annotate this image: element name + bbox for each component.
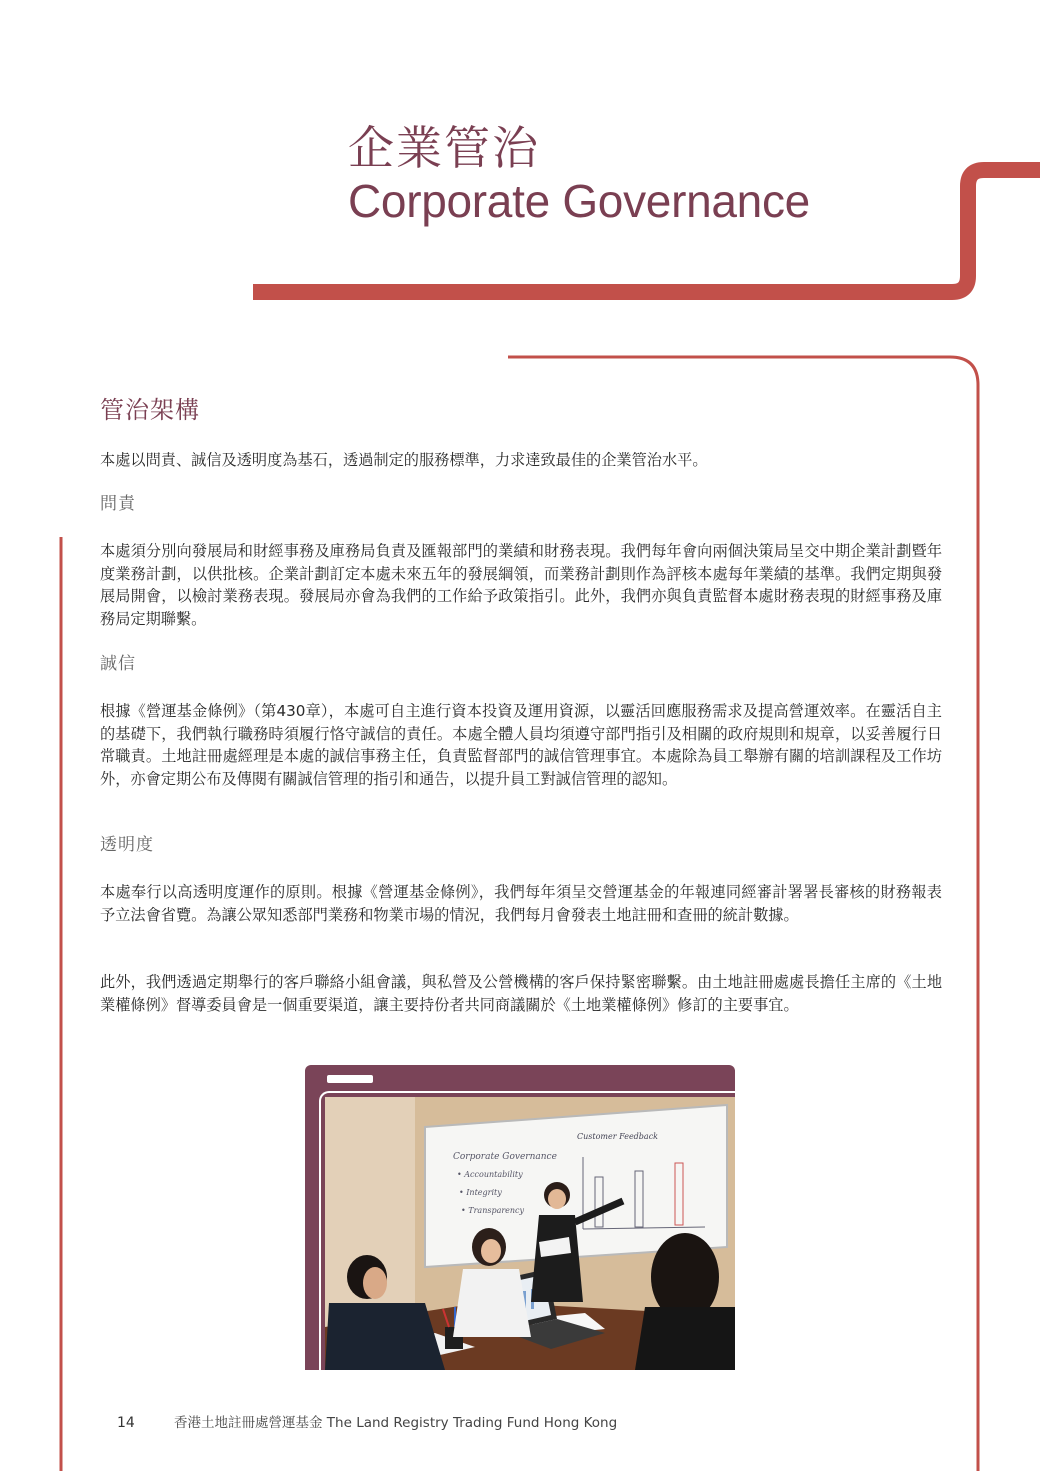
accountability-paragraph: 本處須分別向發展局和財經事務及庫務局負責及匯報部門的業績和財務表現。我們每年會向兩個決策局呈交中期企業計劃暨年度業務計劃，以供批核。企業計劃訂定本處未來五年的發展綱領，而業務計劃則作為評核本處每年業績的基準。我們定期與發展局開會，以檢討業務表現。發展局亦會為我們的工作給予政策指引。此外，我們亦與負責監督本處財務表現的財經事務及庫務局定期聯繫。 — [100, 542, 942, 628]
section-heading: 管治架構 — [100, 396, 200, 424]
accountability-heading: 問責 — [100, 494, 136, 514]
window-title-bar-icon — [327, 1075, 373, 1083]
presenter-body — [531, 1215, 583, 1302]
page-number: 14 — [117, 1415, 135, 1431]
intro-paragraph: 本處以問責、誠信及透明度為基石，透過制定的服務標準，力求達致最佳的企業管治水平。 — [100, 451, 708, 469]
whiteboard-item-2: • Integrity — [459, 1188, 502, 1197]
meeting-illustration — [325, 1097, 735, 1370]
page-title-zh: 企業管治 — [348, 121, 540, 175]
whiteboard-item-3: • Transparency — [461, 1206, 525, 1215]
whiteboard-item-1: • Accountability — [457, 1170, 523, 1179]
page-title-en: Corporate Governance — [348, 175, 810, 227]
photo-window-frame — [305, 1065, 735, 1370]
transparency-paragraph-1: 本處奉行以高透明度運作的原則。根據《營運基金條例》，我們每年須呈交營運基金的年報連同經審計署署長審核的財務報表予立法會省覽。為讓公眾知悉部門業務和物業市場的情況，我們每月會發表土地註冊和查冊的統計數據。 — [100, 883, 942, 924]
integrity-heading: 誠信 — [100, 654, 136, 674]
footer-publisher: 香港土地註冊處營運基金 The Land Registry Trading Fund Hong Kong — [174, 1415, 618, 1431]
integrity-paragraph: 根據《營運基金條例》（第430章），本處可自主進行資本投資及運用資源，以靈活回應服務需求及提高營運效率。在靈活自主的基礎下，我們執行職務時須履行恪守誠信的責任。本處全體人員均須遵守部門指引及相關的政府規則和規章，以妥善履行日常職責。土地註冊處經理是本處的誠信事務主任，負責監督部門的誠信管理事宜。本處除為員工舉辦有關的培訓課程及工作坊外，亦會定期公布及傳閱有關誠信管理的指引和通告，以提升員工對誠信管理的認知。 — [100, 702, 942, 788]
whiteboard-left-title: Corporate Governance — [453, 1152, 557, 1162]
transparency-paragraph-2: 此外，我們透過定期舉行的客戶聯絡小組會議，與私營及公營機構的客戶保持緊密聯繫。由土地註冊處處長擔任主席的《土地業權條例》督導委員會是一個重要渠道，讓主要持份者共同商議關於《土地業權條例》修訂的主要事宜。 — [100, 973, 942, 1014]
whiteboard-right-title: Customer Feedback — [577, 1132, 659, 1141]
meeting-photo — [325, 1097, 735, 1370]
transparency-heading: 透明度 — [100, 835, 154, 855]
